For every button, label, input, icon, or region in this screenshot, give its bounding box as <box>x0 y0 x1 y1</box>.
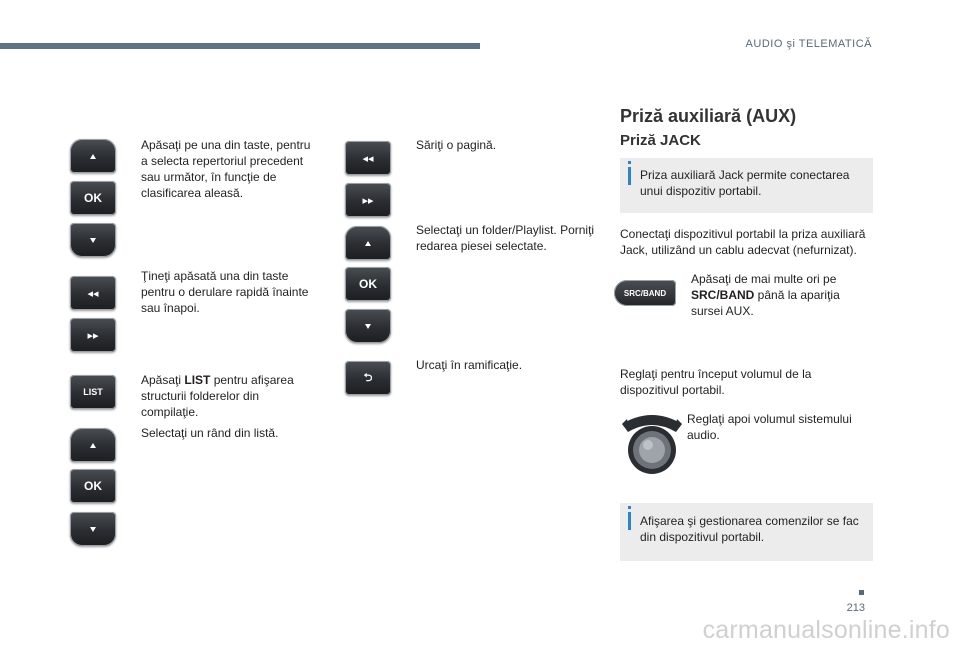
aux-title: Priză auxiliară (AUX) <box>620 106 797 126</box>
info-icon <box>628 167 631 185</box>
src-text-prefix: Apăsaţi de mai multe ori pe <box>691 272 837 286</box>
select-list-text: Apăsaţi pe una din taste, pentru a selecta repertoriul precedent sau următor, în funcţie de clasificarea aleasă. <box>141 138 311 200</box>
arrow-up-icon <box>365 241 371 246</box>
list-text-prefix: Apăsaţi <box>141 373 185 387</box>
ok-label: OK <box>359 277 377 291</box>
list-text-suffix: pentru afişarea structurii folderelor din compilaţie. <box>141 373 294 419</box>
list-button[interactable] <box>70 375 116 409</box>
page-back-icon: ◂◂ <box>362 152 374 165</box>
header-rule <box>0 43 480 49</box>
down-button[interactable] <box>70 223 116 257</box>
up-button[interactable] <box>70 139 116 173</box>
page-forward-button[interactable] <box>345 183 391 217</box>
choose-line-text: Selectaţi un rând din listă. <box>141 426 279 440</box>
fast-forward-button[interactable] <box>70 318 116 352</box>
src-text-bold: SRC/BAND <box>691 288 755 302</box>
arrow-up-icon <box>90 443 96 448</box>
list-text-bold: LIST <box>184 373 211 387</box>
src-text-suffix: până la apariţia sursei AUX. <box>691 288 840 318</box>
info-text-2: Afişarea şi gestionarea comenzilor se fac din dispozitivul portabil. <box>640 514 859 544</box>
arrow-down-icon <box>90 527 96 532</box>
src-band-label: SRC/BAND <box>623 288 667 298</box>
back-button[interactable] <box>345 361 391 395</box>
select-folder-text: Selectaţi un folder/Playlist. Porniţi redarea piesei selectate. <box>416 223 595 253</box>
ok-button-3[interactable] <box>345 267 391 301</box>
volume-device-text: Reglaţi pentru început volumul de la dispozitivul portabil. <box>620 367 812 397</box>
ok-button-2[interactable] <box>70 469 116 503</box>
page-marker <box>859 590 864 595</box>
list-text <box>141 372 316 420</box>
info-text-1: Priza auxiliară Jack permite conectarea unui dispozitiv portabil. <box>640 168 850 198</box>
page-number: 213 <box>846 602 865 614</box>
info-icon <box>628 512 631 530</box>
volume-knob-icon[interactable] <box>620 410 684 476</box>
up-button-3[interactable] <box>345 226 391 260</box>
fast-scroll-text: Ţineţi apăsată una din taste pentru o derulare rapidă înainte sau înapoi. <box>141 269 309 315</box>
ok-label: OK <box>84 479 102 493</box>
connect-text: Conectaţi dispozitivul portabil la priza auxiliară Jack, utilizând un cablu adecvat (nefurnizat). <box>620 227 866 257</box>
src-band-text <box>691 271 861 319</box>
page-back-button[interactable] <box>345 141 391 175</box>
info-box-1 <box>620 158 873 213</box>
down-button-3[interactable] <box>345 309 391 343</box>
fast-forward-icon: ▸▸ <box>87 329 99 342</box>
ok-button[interactable] <box>70 181 116 215</box>
arrow-up-icon <box>90 154 96 159</box>
volume-system-text: Reglaţi apoi volumul sistemului audio. <box>687 412 852 442</box>
page-forward-icon: ▸▸ <box>362 194 374 207</box>
arrow-down-icon <box>90 238 96 243</box>
return-icon: ⮌ <box>363 371 373 384</box>
jack-subtitle: Priză JACK <box>620 132 701 149</box>
rewind-button[interactable] <box>70 276 116 310</box>
src-band-button[interactable] <box>614 280 676 306</box>
down-button-2[interactable] <box>70 512 116 546</box>
skip-page-text: Săriţi o pagină. <box>416 138 497 152</box>
ok-label: OK <box>84 191 102 205</box>
info-box-2 <box>620 503 873 561</box>
up-button-2[interactable] <box>70 428 116 462</box>
section-title: AUDIO şi TELEMATICĂ <box>745 38 872 50</box>
rewind-icon: ◂◂ <box>87 287 99 300</box>
up-tree-text: Urcaţi în ramificaţie. <box>416 358 523 372</box>
arrow-down-icon <box>365 324 371 329</box>
watermark: carmanualsonline.info <box>702 616 950 644</box>
list-label: LIST <box>83 387 103 397</box>
